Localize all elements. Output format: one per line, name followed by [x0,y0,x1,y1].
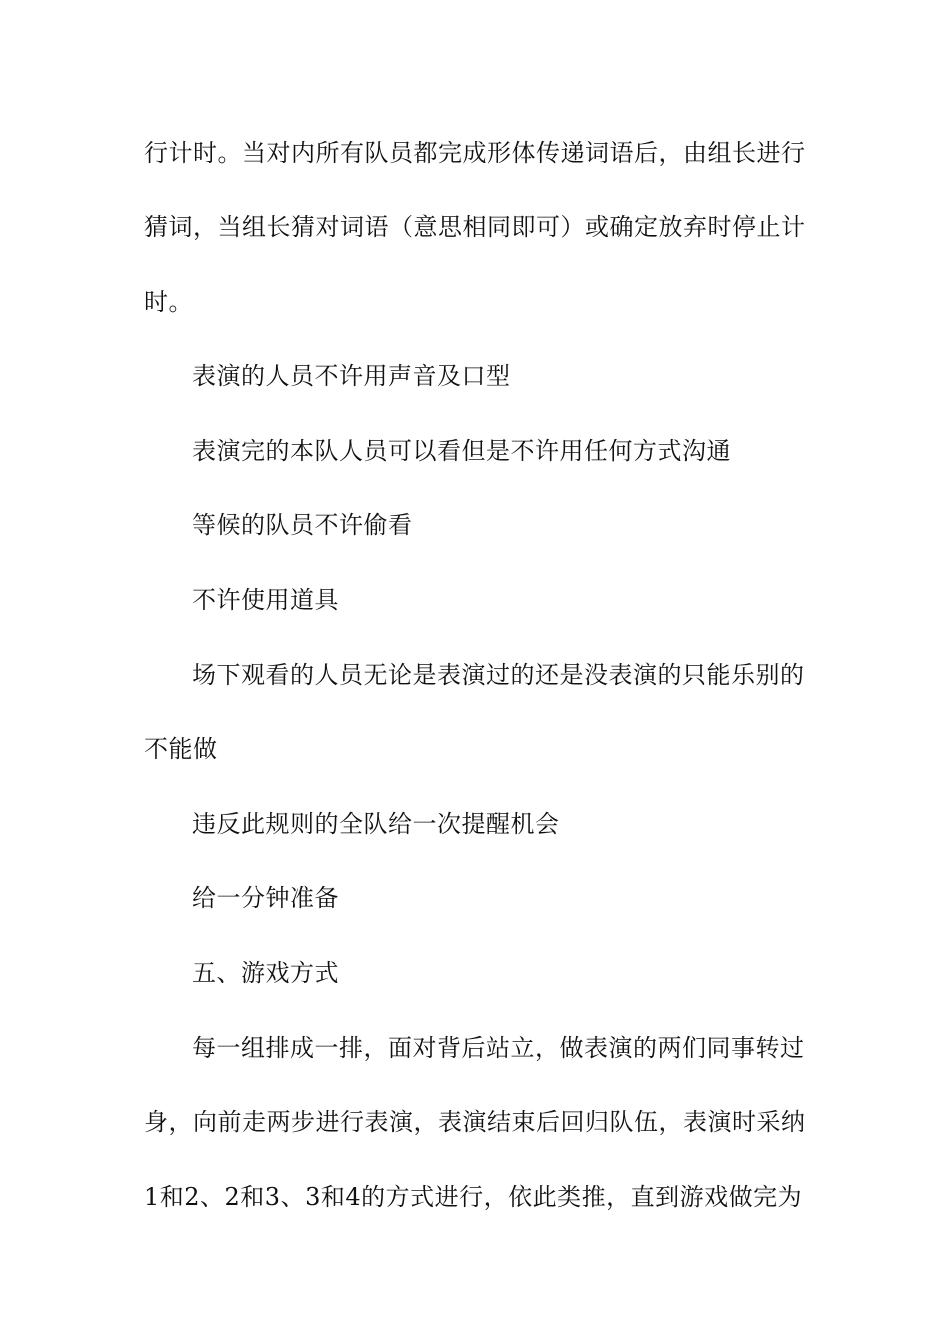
body-text-line: 猜词，当组长猜对词语（意思相同即可）或确定放弃时停止计 [144,213,806,241]
body-text-line: 行计时。当对内所有队员都完成形体传递词语后，由组长进行 [144,139,806,167]
rule-item: 不许使用道具 [192,586,339,614]
rule-item: 等候的队员不许偷看 [192,511,413,539]
body-text-line: 时。 [144,288,193,316]
rule-item: 表演完的本队人员可以看但是不许用任何方式沟通 [192,437,731,465]
rule-item: 给一分钟准备 [192,884,339,912]
body-text-line: 身，向前走两步进行表演，表演结束后回归队伍，表演时采纳 [144,1108,806,1136]
body-text-line: 每一组排成一排，面对背后站立，做表演的两们同事转过 [192,1034,805,1062]
rule-item: 表演的人员不许用声音及口型 [192,362,511,390]
rule-item: 违反此规则的全队给一次提醒机会 [192,810,560,838]
rule-item: 场下观看的人员无论是表演过的还是没表演的只能乐别的 [192,661,805,689]
body-text-line: 不能做 [144,735,218,763]
body-text-line: 1和2、2和3、3和4的方式进行，依此类推，直到游戏做完为 [144,1183,803,1211]
section-heading: 五、游戏方式 [192,959,339,987]
